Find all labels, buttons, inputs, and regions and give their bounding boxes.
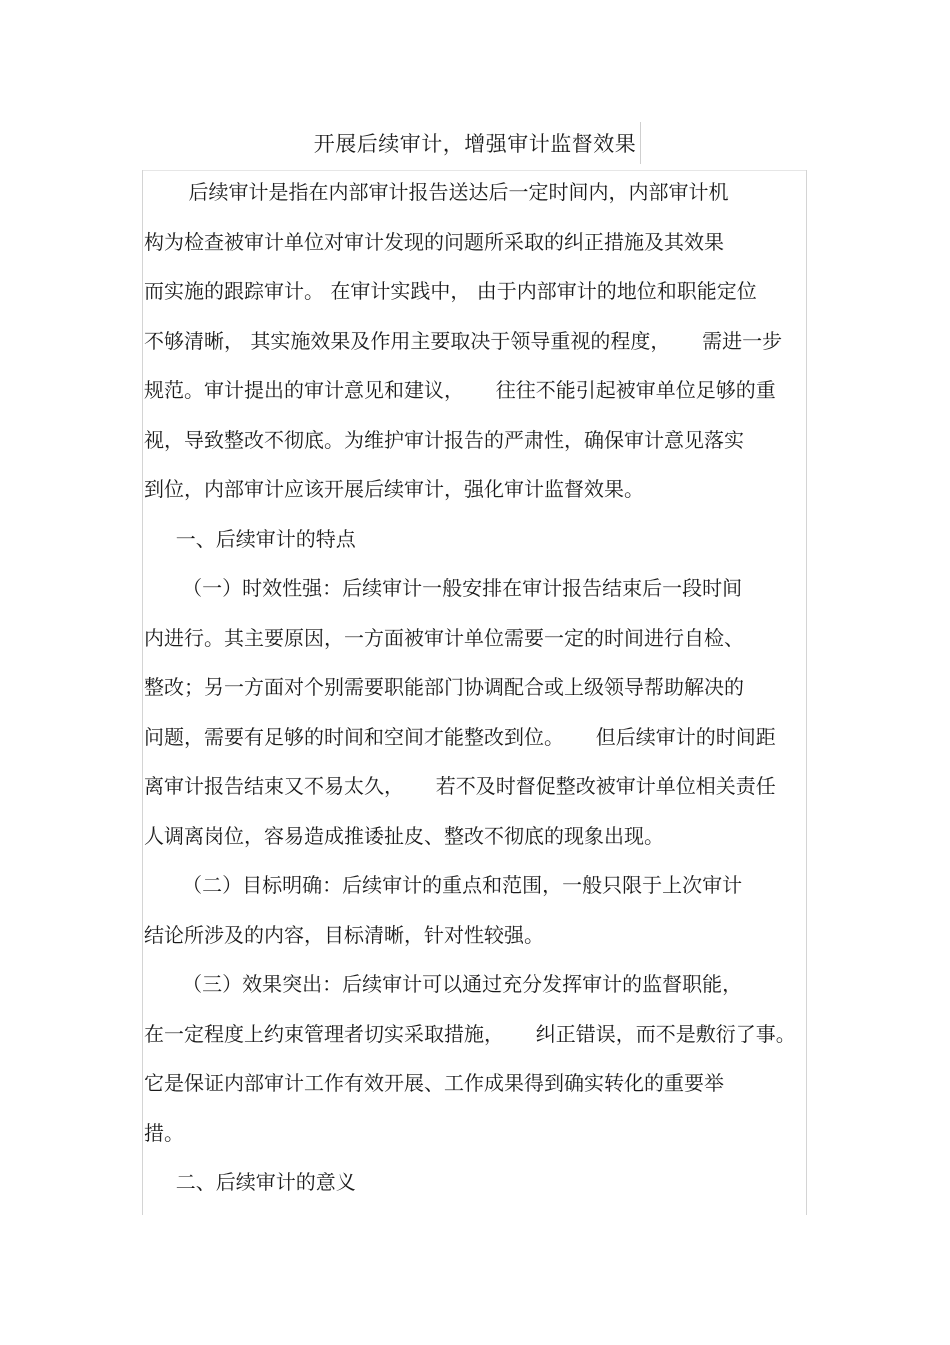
section-heading: 二、后续审计的意义 [144, 1170, 356, 1194]
document-title: 开展后续审计，增强审计监督效果 [313, 132, 637, 156]
text-line: 视，导致整改不彻底。为维护审计报告的严肃性，确保审计意见落实 [144, 427, 744, 452]
section-heading: 一、后续审计的特点 [144, 526, 356, 551]
text-line: （三）效果突出：后续审计可以通过充分发挥审计的监督职能， [144, 972, 743, 996]
text-line: 整改；另一方面对个别需要职能部门协调配合或上级领导帮助解决的 [144, 675, 744, 699]
frame-right-border [806, 170, 807, 1215]
text-line: 措。 [144, 1120, 184, 1145]
text-line: 问题，需要有足够的时间和空间才能整改到位。 但后续审计的时间距 [144, 724, 776, 749]
frame-left-border [142, 170, 143, 1215]
text-line: 它是保证内部审计工作有效开展、工作成果得到确实转化的重要举 [144, 1071, 724, 1095]
text-line: 而实施的跟踪审计。 在审计实践中， 由于内部审计的地位和职能定位 [144, 279, 757, 303]
document-body [144, 168, 804, 1208]
text-line: 在一定程度上约束管理者切实采取措施， 纠正错误，而不是敷衍了事。 [144, 1021, 796, 1046]
text-line: 构为检查被审计单位对审计发现的问题所采取的纠正措施及其效果 [144, 229, 724, 254]
text-line: 人调离岗位，容易造成推诿扯皮、整改不彻底的现象出现。 [144, 823, 664, 848]
text-line: 内进行。其主要原因，一方面被审计单位需要一定的时间进行自检、 [144, 625, 744, 650]
text-line: （二）目标明确：后续审计的重点和范围，一般只限于上次审计 [144, 873, 743, 897]
text-line: 规范。审计提出的审计意见和建议， 往往不能引起被审单位足够的重 [144, 378, 776, 402]
title-divider [640, 122, 641, 164]
text-line: 结论所涉及的内容，目标清晰，针对性较强。 [144, 922, 544, 947]
text-line: 到位，内部审计应该开展后续审计，强化审计监督效果。 [144, 477, 644, 501]
text-line: （一）时效性强：后续审计一般安排在审计报告结束后一段时间 [144, 576, 743, 600]
text-line: 不够清晰， 其实施效果及作用主要取决于领导重视的程度， 需进一步 [144, 328, 783, 353]
text-line: 离审计报告结束又不易太久， 若不及时督促整改被审计单位相关责任 [144, 774, 776, 798]
text-line: 后续审计是指在内部审计报告送达后一定时间内，内部审计机 [144, 180, 729, 204]
